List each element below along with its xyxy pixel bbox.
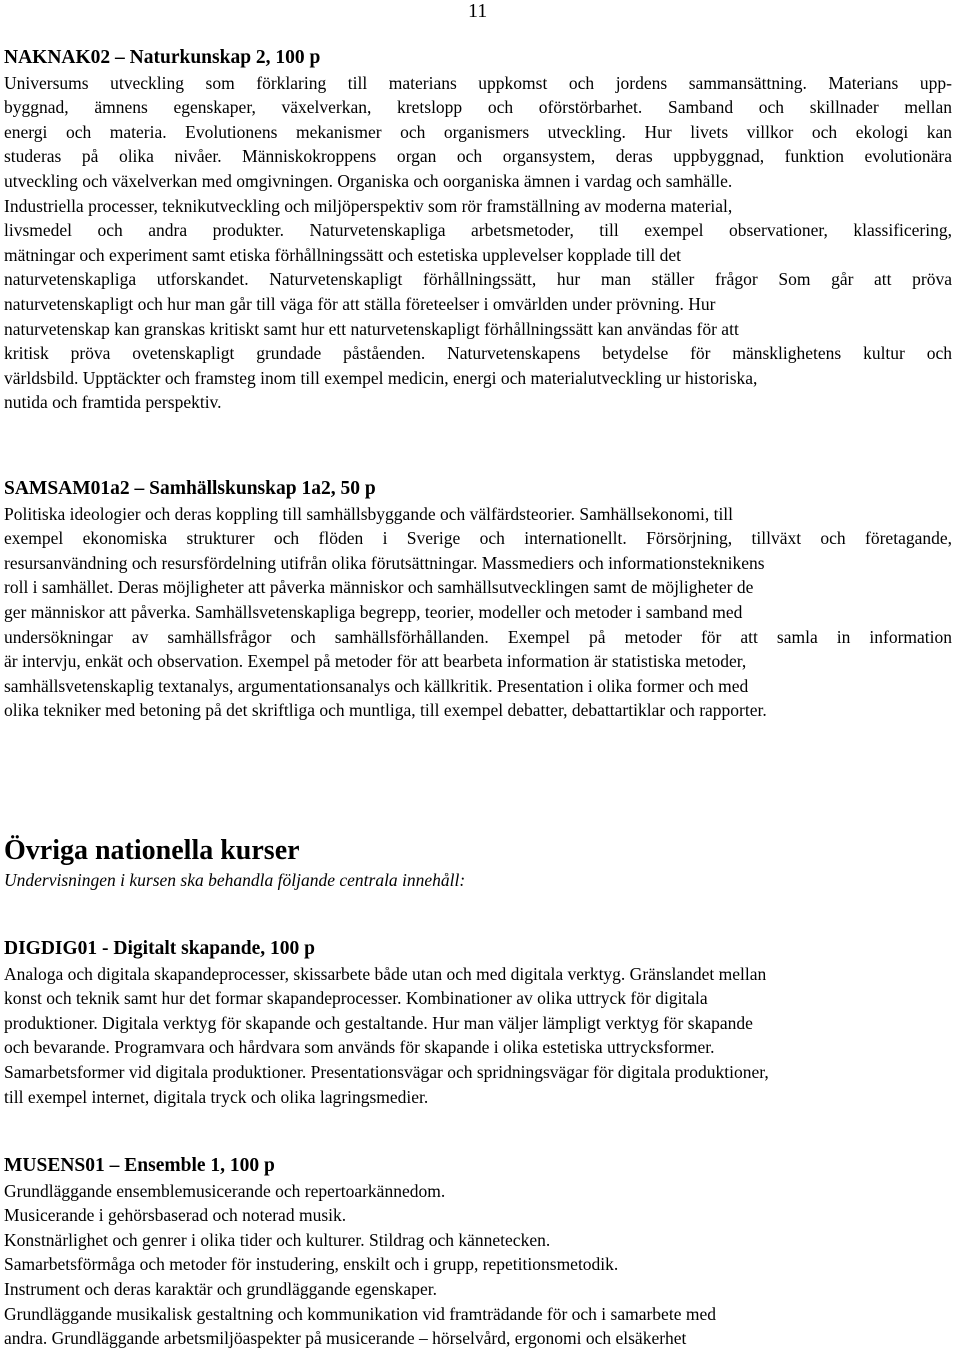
course-section-naknak02 [4, 46, 952, 415]
text-line: Grundläggande ensemblemusicerande och repertoarkännedom. [4, 1180, 446, 1201]
text-line: studeras på olika nivåer. Människokroppens organ och organsystem, deras uppbyggnad, funktion evolutionära [4, 146, 952, 167]
section-heading: Övriga nationella kurser [4, 835, 300, 866]
course-description [4, 71, 952, 415]
text-line: nutida och framtida perspektiv. [4, 392, 222, 413]
text-line: energi och materia. Evolutionens mekanismer och organismers utveckling. Hur livets villkor och ekologi kan [4, 121, 952, 142]
text-line: Universums utveckling som förklaring till materians uppkomst och jordens sammansättning. Materians upp- [4, 72, 952, 93]
text-line: livsmedel och andra produkter. Naturvetenskapliga arbetsmetoder, till exempel observationer, klassificering, [4, 220, 952, 241]
section-ovriga-kurser [4, 834, 952, 892]
text-line: produktioner. Digitala verktyg för skapande och gestaltande. Hur man väljer lämpligt verktyg för skapande [4, 1012, 753, 1033]
page-number: 11 [468, 0, 488, 22]
section-subheading: Undervisningen i kursen ska behandla följande centrala innehåll: [4, 870, 466, 890]
text-line: kritisk pröva ovetenskapligt grundade påståenden. Naturvetenskapens betydelse för mänsklighetens kultur och [4, 343, 952, 364]
text-line: Analoga och digitala skapandeprocesser, skissarbete både utan och med digitala verktyg. Gränslandet mellan [4, 963, 767, 984]
text-line: utveckling och växelverkan med omgivningen. Organiska och oorganiska ämnen i vardag och samhälle. [4, 170, 733, 191]
text-line: Samarbetsformer vid digitala produktioner. Presentationsvägar och spridningsvägar för digitala produktioner, [4, 1061, 769, 1082]
text-line: Konstnärlighet och genrer i olika tider och kulturer. Stildrag och kännetecken. [4, 1229, 551, 1250]
text-line: undersökningar av samhällsfrågor och samhällsförhållanden. Exempel på metoder för att samla in information [4, 626, 952, 647]
course-description [4, 502, 952, 723]
text-line: naturvetenskapligt och hur man går till väga för att ställa företeelser i omvärlden under prövning. Hur [4, 293, 716, 314]
text-line: konst och teknik samt hur det formar skapandeprocesser. Kombinationer av olika uttryck för digitala [4, 988, 708, 1009]
text-line: naturvetenskap kan granskas kritiskt samt hur ett naturvetenskapligt förhållningssätt kan användas för att [4, 318, 739, 339]
text-line: mätningar och experiment samt etiska förhållningssätt och estetiska upplevelser kopplade till det [4, 244, 681, 265]
course-section-samsam01a2 [4, 477, 952, 723]
course-description [4, 962, 952, 1110]
text-line: resursanvändning och resursfördelning utifrån olika förutsättningar. Massmediers och informationsteknikens [4, 552, 765, 573]
course-title: DIGDIG01 - Digitalt skapande, 100 p [4, 938, 315, 959]
text-line: Grundläggande musikalisk gestaltning och kommunikation vid framträdande för och i samarbete med [4, 1303, 716, 1324]
text-line: Samarbetsförmåga och metoder för instudering, enskilt och i grupp, repetitionsmetodik. [4, 1254, 619, 1275]
course-description [4, 1179, 952, 1351]
text-line: Musicerande i gehörsbaserad och noterad musik. [4, 1205, 347, 1226]
text-line: Politiska ideologier och deras koppling till samhällsbyggande och välfärdsteorier. Samhällsekonomi, till [4, 503, 734, 524]
course-section-musens01 [4, 1154, 952, 1351]
course-section-digdig01 [4, 937, 952, 1109]
text-line: världsbild. Upptäckter och framsteg inom till exempel medicin, energi och materialutveckling ur historiska, [4, 367, 758, 388]
text-line: Instrument och deras karaktär och grundläggande egenskaper. [4, 1278, 437, 1299]
text-line: och bevarande. Programvara och hårdvara som används för skapande i olika estetiska uttrycksformer. [4, 1037, 715, 1058]
text-line: byggnad, ämnens egenskaper, växelverkan, kretslopp och oförstörbarhet. Samband och skillnader mellan [4, 97, 952, 118]
text-line: naturvetenskapliga utforskandet. Naturvetenskapligt förhållningssätt, hur man ställer frågor Som går att pröva [4, 269, 952, 290]
text-line: ger människor att påverka. Samhällsvetenskapliga begrepp, teorier, modeller och metoder i samband med [4, 601, 743, 622]
text-line: är intervju, enkät och observation. Exempel på metoder för att bearbeta information är statistiska metoder, [4, 651, 747, 672]
text-line: samhällsvetenskaplig textanalys, argumentationsanalys och källkritik. Presentation i olika former och med [4, 675, 749, 696]
course-title: MUSENS01 – Ensemble 1, 100 p [4, 1155, 275, 1176]
text-line: Industriella processer, teknikutveckling och miljöperspektiv som rör framställning av moderna material, [4, 195, 733, 216]
text-line: exempel ekonomiska strukturer och flöden i Sverige och internationellt. Försörjning, tillväxt och företagande, [4, 528, 952, 549]
text-line: roll i samhället. Deras möjligheter att påverka människor och samhällsutvecklingen samt de möjligheter de [4, 577, 754, 598]
text-line: andra. Grundläggande arbetsmiljöaspekter på musicerande – hörselvård, ergonomi och elsäkerhet [4, 1328, 687, 1349]
course-title: SAMSAM01a2 – Samhällskunskap 1a2, 50 p [4, 478, 376, 499]
text-line: till exempel internet, digitala tryck och olika lagringsmedier. [4, 1086, 429, 1107]
text-line: olika tekniker med betoning på det skriftliga och muntliga, till exempel debatter, debattartiklar och rapporter. [4, 700, 767, 721]
course-title: NAKNAK02 – Naturkunskap 2, 100 p [4, 47, 321, 68]
